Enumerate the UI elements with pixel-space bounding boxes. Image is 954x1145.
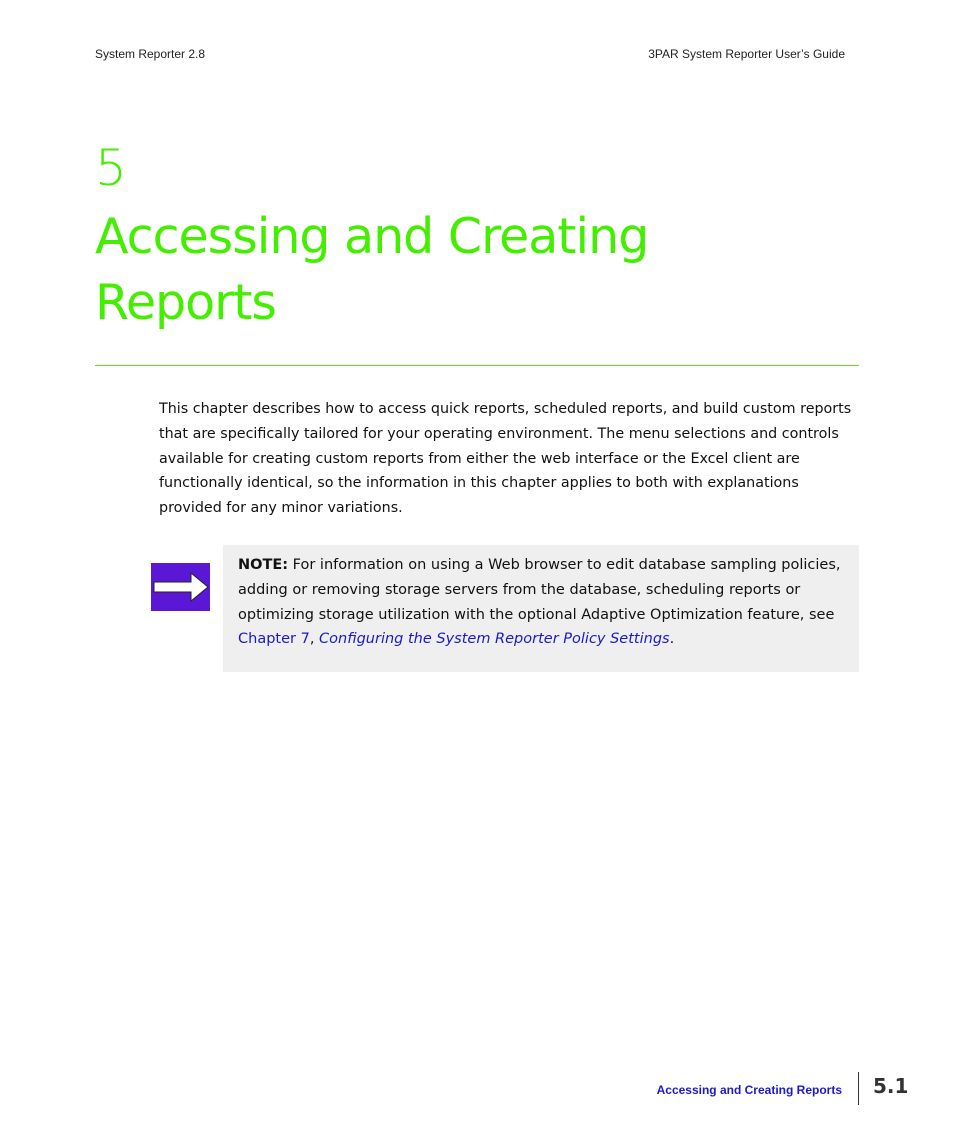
chapter-title: Accessing and Creating Reports	[95, 208, 649, 331]
footer-separator	[858, 1072, 859, 1105]
running-header-left: System Reporter 2.8	[95, 47, 206, 61]
chapter-number: 5	[95, 139, 127, 197]
note-text	[238, 553, 850, 652]
arrow-right-icon	[151, 563, 210, 611]
chapter-7-link[interactable]: Chapter 7	[238, 631, 310, 648]
note-separator: ,	[309, 631, 320, 648]
running-header-right: 3PAR System Reporter User’s Guide	[648, 47, 845, 61]
note-body: For information on using a Web browser to edit database sampling policies, adding or removing storage servers from the database, scheduling reports or optimizing storage utilization with the optional Adaptive Optimization feature, see	[238, 557, 841, 623]
intro-paragraph: This chapter describes how to access quick reports, scheduled reports, and build custom reports that are specifically tailored for your operating environment. The menu selections and controls available for creating custom reports from either the web interface or the Excel client are functionally identical, so the information in this chapter applies to both with explanations provided for any minor variations.	[159, 401, 852, 517]
policy-settings-link[interactable]: Configuring the System Reporter Policy Settings	[319, 631, 670, 648]
chapter-divider	[95, 365, 859, 366]
page-number: 5.1	[873, 1074, 909, 1098]
footer-chapter-title: Accessing and Creating Reports	[656, 1083, 842, 1097]
note-label: NOTE:	[238, 557, 289, 573]
note-end: .	[669, 631, 675, 648]
